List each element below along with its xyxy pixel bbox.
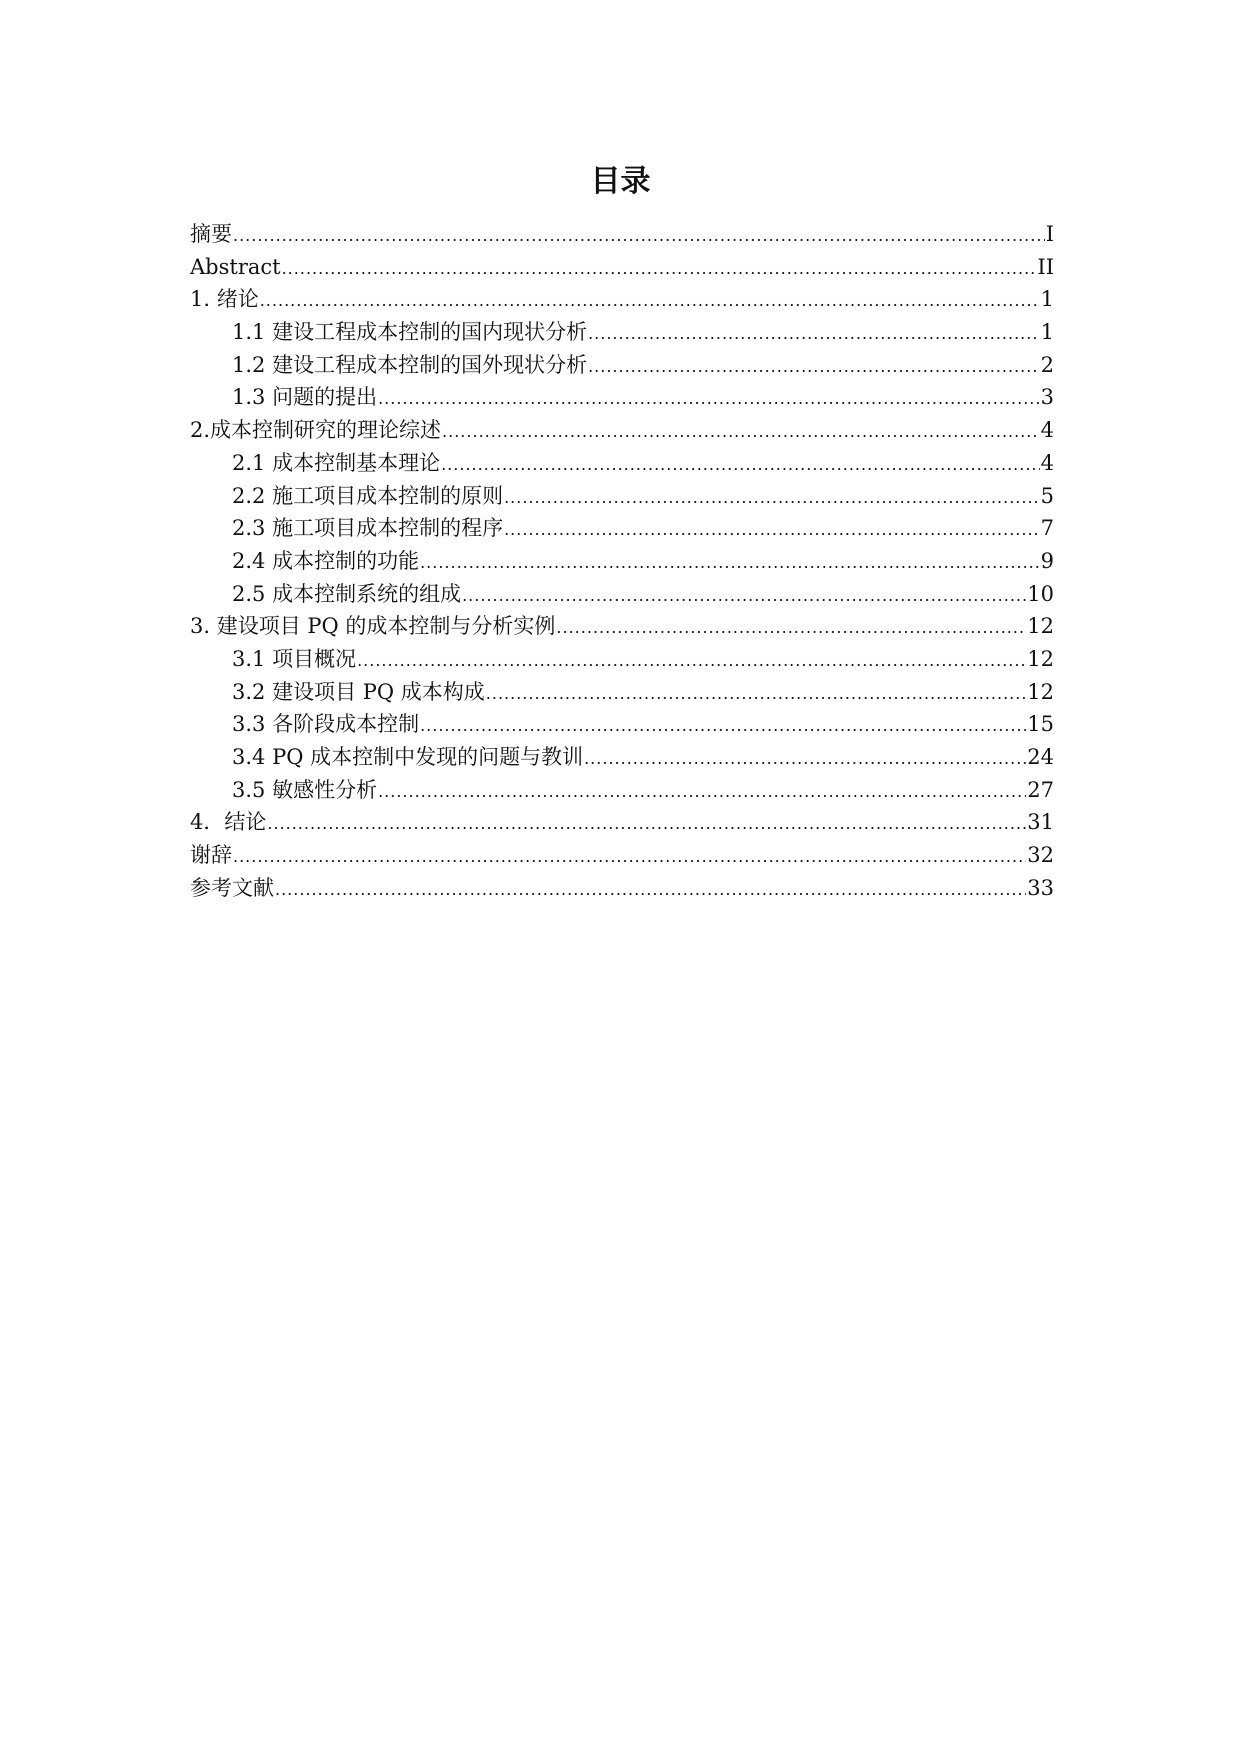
toc-entry-label: 3. 建设项目 PQ 的成本控制与分析实例 (190, 614, 556, 639)
toc-entry[interactable] (190, 708, 1054, 741)
toc-entry-label: 1.2 建设工程成本控制的国外现状分析 (232, 352, 588, 377)
toc-entry-page-number: 4 (1040, 450, 1054, 475)
toc-dot-leader (233, 841, 1026, 872)
toc-entry[interactable] (190, 218, 1054, 251)
toc-entry-label: 1.3 问题的提出 (232, 385, 378, 410)
toc-entry[interactable] (190, 676, 1054, 709)
toc-dot-leader (420, 710, 1026, 741)
toc-dot-leader (504, 482, 1040, 513)
toc-entry-label: 2.5 成本控制系统的组成 (232, 581, 462, 606)
toc-entry-page-number: 12 (1027, 614, 1054, 639)
toc-entry-label: 3.5 敏感性分析 (232, 777, 378, 802)
toc-entry-page-number: 10 (1027, 581, 1054, 606)
toc-entry-page-number: 9 (1040, 548, 1054, 573)
toc-entry-page-number: 31 (1027, 810, 1054, 835)
toc-entry-page-number: 4 (1040, 418, 1054, 443)
toc-entry[interactable] (190, 512, 1054, 545)
toc-entry-label: 3.1 项目概况 (232, 646, 357, 671)
toc-entry[interactable] (190, 381, 1054, 414)
toc-entry-label: 3.2 建设项目 PQ 成本构成 (232, 679, 485, 704)
toc-entry[interactable] (190, 349, 1054, 382)
toc-entry-label: 3.3 各阶段成本控制 (232, 712, 420, 737)
toc-entry-label: 3.4 PQ 成本控制中发现的问题与教训 (232, 745, 584, 769)
toc-entry-label: 1.1 建设工程成本控制的国内现状分析 (232, 320, 588, 345)
toc-dot-leader (504, 514, 1040, 545)
toc-entry-label: Abstract (190, 254, 281, 279)
toc-entry-page-number: 5 (1040, 483, 1054, 508)
toc-dot-leader (584, 743, 1026, 774)
toc-entry-label: 谢辞 (190, 843, 232, 868)
toc-entry-page-number: II (1037, 254, 1054, 279)
toc-entry[interactable] (190, 872, 1054, 905)
toc-entry[interactable] (190, 774, 1054, 807)
toc-entry-label: 2.2 施工项目成本控制的原则 (232, 483, 504, 508)
toc-entry-label: 摘要 (190, 222, 232, 246)
toc-entry-page-number: 24 (1027, 745, 1054, 769)
toc-entry[interactable] (190, 839, 1054, 872)
toc-entry-page-number: 12 (1027, 679, 1054, 704)
toc-dot-leader (282, 253, 1037, 284)
toc-dot-leader (556, 612, 1026, 643)
toc-entry-label: 2.4 成本控制的功能 (232, 548, 420, 573)
toc-entry-page-number: 1 (1040, 320, 1054, 345)
toc-dot-leader (233, 220, 1045, 251)
toc-entry-page-number: 27 (1027, 777, 1054, 802)
toc-dot-leader (378, 383, 1040, 414)
toc-entry-page-number: 7 (1040, 516, 1054, 541)
toc-dot-leader (441, 449, 1040, 480)
toc-dot-leader (357, 645, 1026, 676)
toc-entry-page-number: 2 (1040, 352, 1054, 377)
toc-entry[interactable] (190, 251, 1054, 284)
toc-entry-label: 2.3 施工项目成本控制的程序 (232, 516, 504, 541)
toc-dot-leader (260, 285, 1040, 316)
table-of-contents (190, 218, 1054, 904)
toc-dot-leader (420, 547, 1040, 578)
toc-entry-page-number: 12 (1027, 646, 1054, 671)
toc-entry-page-number: I (1045, 222, 1054, 246)
toc-dot-leader (588, 318, 1040, 349)
toc-entry[interactable] (190, 610, 1054, 643)
toc-entry-label: 2.成本控制研究的理论综述 (190, 418, 442, 443)
toc-entry[interactable] (190, 806, 1054, 839)
toc-entry-label: 2.1 成本控制基本理论 (232, 450, 441, 475)
toc-entry[interactable] (190, 316, 1054, 349)
toc-entry[interactable] (190, 447, 1054, 480)
toc-dot-leader (588, 351, 1040, 382)
toc-entry[interactable] (190, 643, 1054, 676)
toc-entry-label: 参考文献 (190, 875, 274, 900)
toc-entry[interactable] (190, 578, 1054, 611)
toc-entry-page-number: 15 (1027, 712, 1054, 737)
page-title: 目录 (590, 164, 651, 199)
toc-dot-leader (378, 776, 1026, 807)
toc-dot-leader (486, 678, 1026, 709)
toc-entry-label: 4．结论 (190, 810, 267, 835)
toc-entry[interactable] (190, 741, 1054, 774)
toc-entry-page-number: 33 (1027, 875, 1054, 900)
toc-dot-leader (442, 416, 1040, 447)
toc-dot-leader (267, 808, 1026, 839)
toc-entry[interactable] (190, 414, 1054, 447)
toc-entry[interactable] (190, 545, 1054, 578)
toc-entry-page-number: 1 (1040, 287, 1054, 312)
toc-entry-page-number: 32 (1027, 843, 1054, 868)
toc-dot-leader (462, 580, 1026, 611)
toc-entry-page-number: 3 (1040, 385, 1054, 410)
toc-entry[interactable] (190, 480, 1054, 513)
toc-entry-label: 1. 绪论 (190, 287, 259, 312)
toc-dot-leader (275, 874, 1026, 905)
toc-entry[interactable] (190, 283, 1054, 316)
